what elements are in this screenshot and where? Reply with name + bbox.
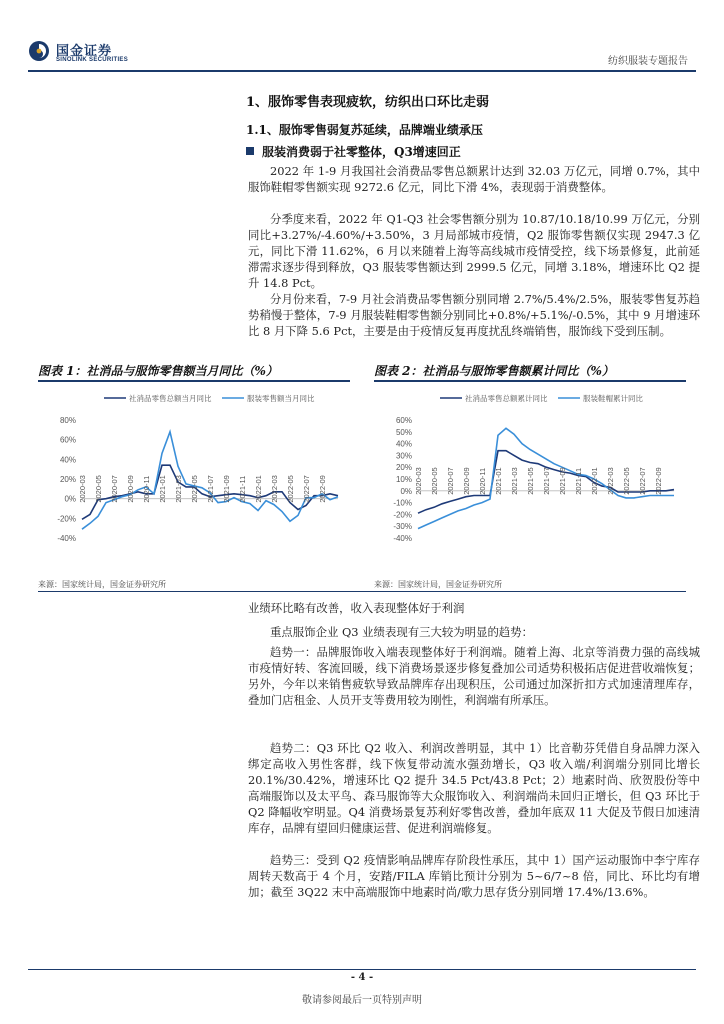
chart-1 bbox=[38, 384, 350, 576]
header-divider bbox=[28, 70, 696, 72]
paragraph-3: 分月份来看，7-9 月社会消费品零售额分别同增 2.7%/5.4%/2.5%，服装零售复苏趋势稍慢于整体，7-9 月服装鞋帽零售额分别同比+0.8%/+5.1%/-0.5%，其中 9 月增速环比 8 月下降 5.6 Pct，主要是由于疫情反复再度扰乱终端销售，服饰线下受到压制。 bbox=[248, 292, 700, 338]
y-tick-label: 0% bbox=[64, 494, 76, 504]
disclaimer-note: 敬请参阅最后一页特别声明 bbox=[302, 995, 422, 1006]
y-tick-label: 60% bbox=[59, 435, 76, 445]
y-tick-label: 40% bbox=[59, 455, 76, 465]
x-tick-label: 2021-09 bbox=[558, 467, 567, 495]
x-tick-label: 2022-03 bbox=[606, 467, 615, 495]
y-tick-label: 60% bbox=[395, 416, 412, 425]
x-tick-label: 2020-05 bbox=[94, 475, 103, 503]
x-tick-label: 2022-07 bbox=[302, 475, 311, 503]
x-tick-label: 2022-03 bbox=[270, 475, 279, 503]
x-tick-label: 2020-03 bbox=[78, 475, 87, 503]
x-tick-label: 2020-05 bbox=[430, 467, 439, 495]
legend-label-apparel: 服装零售额当月同比 bbox=[247, 394, 315, 403]
x-tick-label: 2021-05 bbox=[526, 467, 535, 495]
x-tick-label: 2022-07 bbox=[638, 467, 647, 495]
y-tick-label: 10% bbox=[395, 475, 412, 484]
x-tick-label: 2022-05 bbox=[286, 475, 295, 503]
y-tick-label: 80% bbox=[59, 416, 76, 425]
x-tick-label: 2020-03 bbox=[414, 467, 423, 495]
x-tick-label: 2022-09 bbox=[318, 475, 327, 503]
x-tick-label: 2022-01 bbox=[254, 475, 263, 503]
section-title: 1、服饰零售表现疲软，纺织出口环比走弱 bbox=[246, 95, 490, 110]
x-tick-label: 2022-01 bbox=[590, 467, 599, 495]
topic-heading bbox=[246, 143, 461, 160]
paragraph-6: 趋势二：Q3 环比 Q2 收入、利润改善明显，其中 1）比音勒芬凭借自身品牌力深入绑定高收入男性客群，线下恢复带动流水强劲增长，Q3 收入端/利润端分别同比增长 20.1%/30.42%，增速环比 Q2 提升 34.5 Pct/43.8 Pct；2）地素时尚、欣贺股份等中高端服饰以及太平鸟、森马服饰等大众服饰收入、利润端尚未回归正增长，但 Q3 环比于 Q2 降幅收窄明显。Q4 消费场景复苏利好零售改善，叠加年底双 11 大促及节假日加速清库存，品牌有望回归健康运营、促进利润端修复。 bbox=[248, 741, 700, 835]
chart-2 bbox=[374, 384, 686, 576]
x-tick-label: 2021-07 bbox=[206, 475, 215, 503]
topic-heading-text: 服装消费弱于社零整体，Q3增速回正 bbox=[262, 145, 461, 159]
chart-1-title-rule bbox=[38, 380, 350, 382]
x-tick-label: 2020-09 bbox=[462, 467, 471, 495]
x-tick-label: 2021-05 bbox=[190, 475, 199, 503]
paragraph-5: 趋势一：品牌服饰收入端表现整体好于利润端。随着上海、北京等消费力强的高线城市疫情好转、客流回暖，线下消费场景逐步修复叠加公司适势积极拓店促进营收端恢复；另外，今年以来销售疲软导致品牌库存出现积压，公司通过加深折扣方式加速清理库存，叠加门店租金、人员开支等费用较为刚性，利润端有所承压。 bbox=[248, 645, 700, 707]
chart-1-title: 图表 1：社消品与服饰零售额当月同比（%） bbox=[38, 364, 278, 378]
x-tick-label: 2021-11 bbox=[238, 475, 247, 503]
x-tick-label: 2021-11 bbox=[574, 467, 583, 495]
y-tick-label: -20% bbox=[57, 514, 76, 524]
y-tick-label: 20% bbox=[59, 475, 76, 484]
logo-cn: 国金证券 bbox=[56, 44, 113, 59]
y-tick-label: -30% bbox=[393, 522, 412, 532]
chart-1-source: 来源：国家统计局，国金证券研究所 bbox=[38, 580, 166, 589]
x-tick-label: 2022-05 bbox=[622, 467, 631, 495]
y-axis-ticks bbox=[393, 416, 412, 543]
x-tick-label: 2021-01 bbox=[494, 467, 503, 495]
subsection-title: 1.1、服饰零售弱复苏延续，品牌端业绩承压 bbox=[246, 123, 483, 137]
chart-bottom-rule bbox=[38, 591, 686, 592]
chart-2-source: 来源：国家统计局，国金证券研究所 bbox=[374, 580, 502, 589]
y-axis-ticks bbox=[57, 416, 76, 543]
footer-divider bbox=[28, 969, 696, 970]
x-tick-label: 2021-03 bbox=[174, 475, 183, 503]
logo-en: SINOLINK SECURITIES bbox=[56, 57, 129, 63]
x-tick-label: 2022-09 bbox=[654, 467, 663, 495]
y-tick-label: -10% bbox=[393, 498, 412, 508]
legend-label-total: 社消品零售总额累计同比 bbox=[465, 394, 548, 403]
y-tick-label: -40% bbox=[57, 534, 76, 543]
legend-label-total: 社消品零售总额当月同比 bbox=[129, 394, 212, 403]
y-tick-label: 40% bbox=[395, 439, 412, 449]
report-type: 纺织服装专题报告 bbox=[608, 56, 688, 67]
x-tick-label: 2020-07 bbox=[110, 475, 119, 503]
y-tick-label: 30% bbox=[395, 451, 412, 461]
y-tick-label: -40% bbox=[393, 534, 412, 543]
paragraph-subheading: 业绩环比略有改善，收入表现整体好于利润 bbox=[248, 601, 465, 615]
x-tick-label: 2020-09 bbox=[126, 475, 135, 503]
x-tick-label: 2021-01 bbox=[158, 475, 167, 503]
y-tick-label: 0% bbox=[400, 486, 412, 496]
chart-2-title: 图表 2：社消品与服饰零售额累计同比（%） bbox=[374, 364, 614, 378]
paragraph-2: 分季度来看，2022 年 Q1-Q3 社会零售额分别为 10.87/10.18/10.99 万亿元，分别同比+3.27%/-4.60%/+3.50%，3 月局部城市疫情，Q2 服饰零售额仅实现 2947.3 亿元，同比下滑 11.62%，6 月以来随着上海等高线城市疫情受控，线下场景修复，此前延滞需求逐步得到释放，Q3 服装零售额达到 2999.5 亿元，同增 3.18%，增速环比 Q2 提升 14.8 Pct。 bbox=[248, 212, 700, 290]
x-tick-label: 2021-09 bbox=[222, 475, 231, 503]
paragraph-7: 趋势三：受到 Q2 疫情影响品牌库存阶段性承压，其中 1）国产运动服饰中李宁库存周转天数高于 4 个月，安踏/FILA 库销比预计分别为 5~6/7~8 倍，同比、环比均有增加；截至 3Q22 末中高端服饰中地素时尚/歌力思存货分别同增 17.4%/13.6%。 bbox=[248, 853, 700, 899]
x-tick-label: 2020-11 bbox=[478, 467, 487, 495]
x-tick-label: 2021-07 bbox=[542, 467, 551, 495]
sinolink-logo-icon bbox=[28, 40, 50, 62]
page-number: - 4 - bbox=[350, 972, 374, 983]
chart-2-title-rule bbox=[374, 380, 686, 382]
y-tick-label: 50% bbox=[395, 427, 412, 437]
square-bullet-icon bbox=[246, 147, 254, 155]
y-tick-label: -20% bbox=[393, 510, 412, 520]
x-tick-label: 2020-11 bbox=[142, 475, 151, 503]
x-tick-label: 2021-03 bbox=[510, 467, 519, 495]
paragraph-1: 2022 年 1-9 月我国社会消费品零售总额累计达到 32.03 万亿元，同增 0.7%，其中服饰鞋帽零售额实现 9272.6 亿元，同比下滑 4%，表现弱于消费整体。 bbox=[248, 164, 700, 194]
y-tick-label: 20% bbox=[395, 463, 412, 473]
x-tick-label: 2020-07 bbox=[446, 467, 455, 495]
paragraph-4: 重点服饰企业 Q3 业绩表现有三大较为明显的趋势： bbox=[270, 625, 534, 639]
legend-label-apparel: 服装鞋帽累计同比 bbox=[583, 394, 643, 403]
